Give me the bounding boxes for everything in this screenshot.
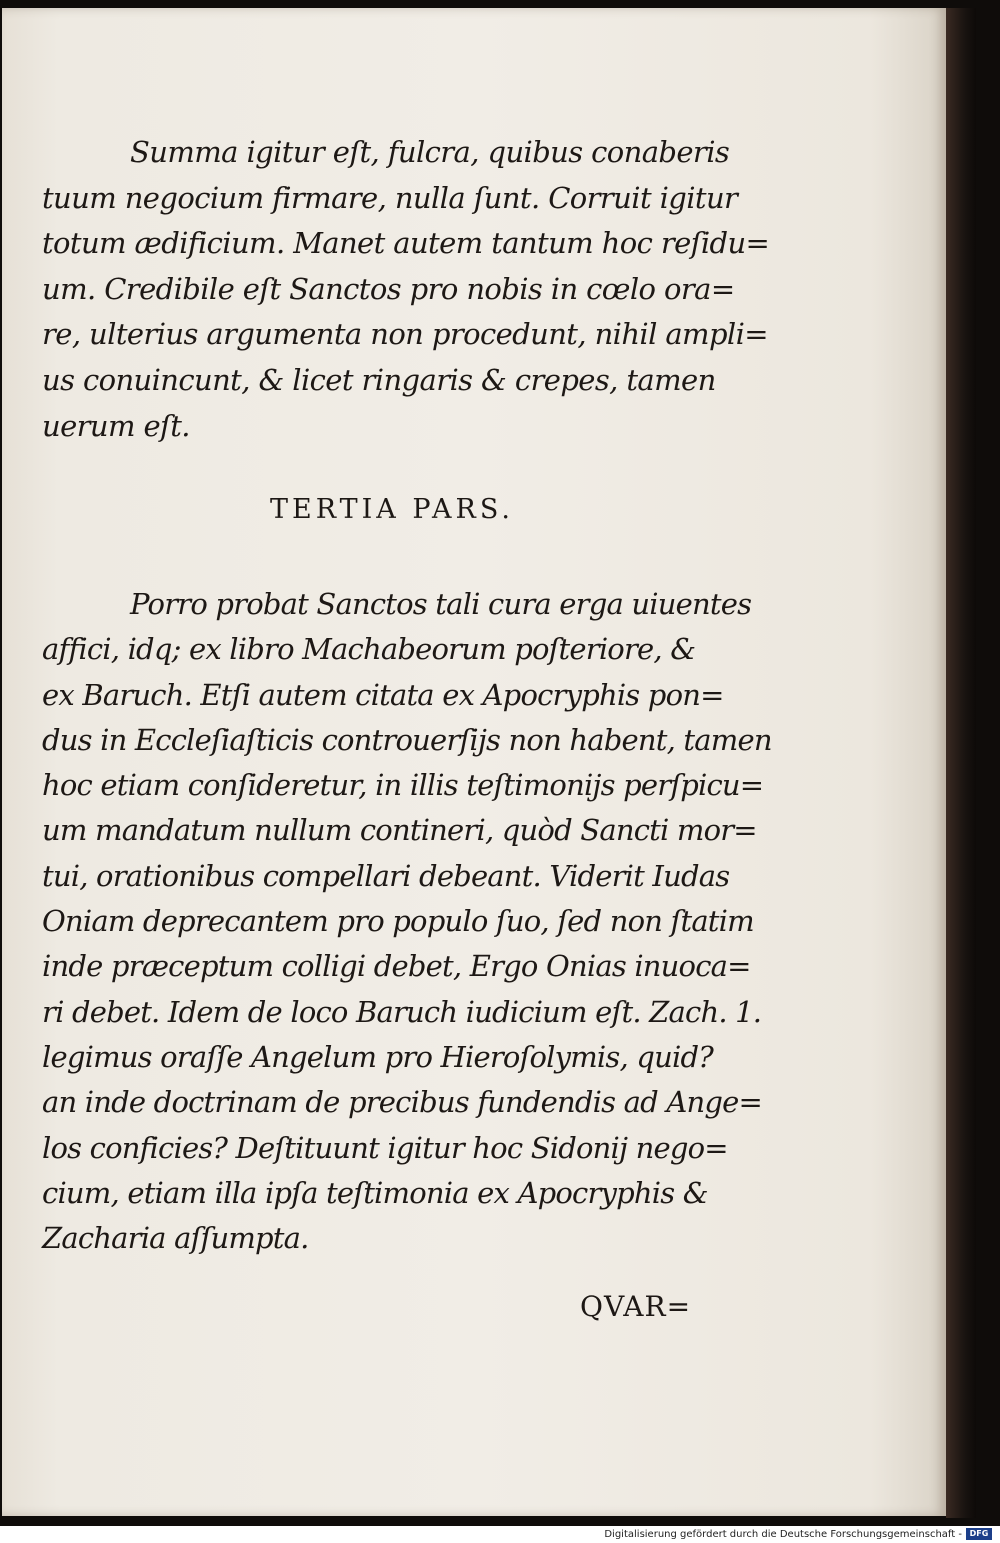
text-line: los conficies? Deſtituunt igitur hoc Sidonij nego= xyxy=(42,1130,728,1165)
text-line: Zacharia aſſumpta. xyxy=(42,1221,309,1256)
dfg-logo-icon: DFG xyxy=(966,1528,992,1540)
text-line: Oniam deprecantem pro populo ſuo, ſed non ſtatim xyxy=(42,904,754,939)
book-page xyxy=(2,8,946,1516)
text-line: inde præceptum colligi debet, Ergo Onias inuoca= xyxy=(42,949,751,984)
text-line: totum ædificium. Manet autem tantum hoc reſidu= xyxy=(42,226,770,261)
text-line: hoc etiam conſideretur, in illis teſtimonijs perſpicu= xyxy=(42,768,764,803)
footer-credit: Digitalisierung gefördert durch die Deutsche Forschungsgemeinschaft - xyxy=(604,1529,962,1540)
section-heading: TERTIA PARS. xyxy=(270,494,514,525)
footer-bar xyxy=(0,1526,1000,1543)
text-line: um. Credibile eſt Sanctos pro nobis in cœlo ora= xyxy=(42,271,735,306)
text-line: ex Baruch. Etſi autem citata ex Apocryphis pon= xyxy=(42,677,724,712)
text-line: legimus oraſſe Angelum pro Hieroſolymis, quid? xyxy=(42,1039,713,1074)
text-line: dus in Eccleſiaſticis controuerſijs non habent, tamen xyxy=(42,722,772,757)
paragraph-1 xyxy=(42,130,770,449)
paragraph-2 xyxy=(42,582,772,1261)
text-line: um mandatum nullum contineri, quòd Sancti mor= xyxy=(42,813,757,848)
text-line: ri debet. Idem de loco Baruch iudicium eſt. Zach. 1. xyxy=(42,994,762,1029)
text-line: cium, etiam illa ipſa teſtimonia ex Apocryphis & xyxy=(42,1175,708,1210)
book-edge xyxy=(946,8,976,1518)
catchword: QVAR= xyxy=(580,1290,692,1323)
text-line: an inde doctrinam de precibus fundendis ad Ange= xyxy=(42,1085,762,1120)
text-line: Porro probat Sanctos tali cura erga uiuentes xyxy=(130,587,752,621)
text-line: uerum eſt. xyxy=(42,408,190,443)
text-line: tuum negocium firmare, nulla ſunt. Corruit igitur xyxy=(42,180,738,215)
text-line: re, ulterius argumenta non procedunt, nihil ampli= xyxy=(42,317,768,352)
text-line: affici, idq; ex libro Machabeorum poſteriore, & xyxy=(42,632,696,667)
text-line: tui, orationibus compellari debeant. Viderit Iudas xyxy=(42,858,730,893)
text-line: Summa igitur eſt, fulcra, quibus conaberis xyxy=(130,135,730,169)
text-line: us conuincunt, & licet ringaris & crepes, tamen xyxy=(42,362,716,397)
